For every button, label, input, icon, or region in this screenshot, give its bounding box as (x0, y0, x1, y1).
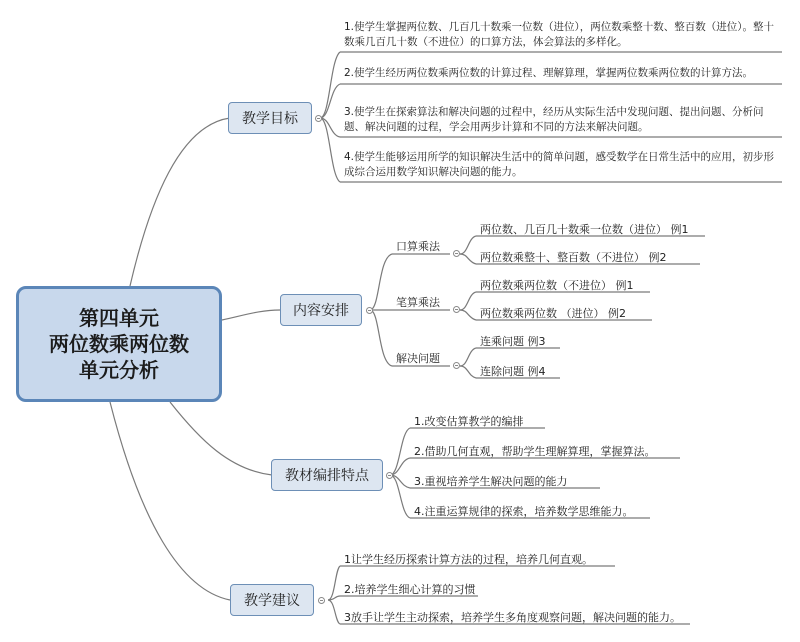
branch-content[interactable] (280, 294, 362, 326)
branch-suggestions[interactable] (230, 584, 314, 616)
root-node[interactable] (16, 286, 222, 402)
suggestion-item-1: 1让学生经历探索计算方法的过程，培养几何直观。 (344, 553, 593, 566)
feature-item-3: 3.重视培养学生解决问题的能力 (414, 475, 568, 488)
content-group-oral[interactable]: 口算乘法 (396, 240, 440, 253)
branch-goals[interactable] (228, 102, 312, 134)
goal-item-4: 4.使学生能够运用所学的知识解决生活中的简单问题，感受数学在日常生活中的应用，初步形成综合运用数学知识解决问题的能力。 (344, 151, 775, 178)
branch-goals-label: 教学目标 (242, 111, 298, 127)
content-written-item-2: 两位数乘两位数 （进位） 例2 (480, 307, 626, 320)
collapse-features-icon[interactable] (386, 472, 393, 479)
branch-features-label: 教材编排特点 (285, 468, 369, 484)
feature-item-1: 1.改变估算教学的编排 (414, 415, 524, 428)
goal-item-3: 3.使学生在探索算法和解决问题的过程中，经历从实际生活中发现问题、提出问题、分析问题、解决问题的过程，学会用两步计算和不同的方法来解决问题。 (344, 106, 764, 133)
connector-content (222, 310, 280, 320)
branch-suggestions-label: 教学建议 (244, 593, 300, 609)
content-written-item-1: 两位数乘两位数（不进位） 例1 (480, 279, 634, 292)
goal-item-1: 1.使学生掌握两位数、几百几十数乘一位数（进位），两位数乘整十数、整百数（进位）。整十数乘几百几十数（不进位）的口算方法，体会算法的多样化。 (344, 21, 775, 48)
collapse-goals-icon[interactable] (315, 115, 322, 122)
content-oral-item-2: 两位数乘整十、整百数（不进位） 例2 (480, 251, 667, 264)
suggestion-item-2: 2.培养学生细心计算的习惯 (344, 583, 476, 596)
collapse-problems-icon[interactable] (453, 362, 460, 369)
root-title-line1: 第四单元 (79, 306, 159, 330)
branch-content-label: 内容安排 (293, 303, 349, 319)
connector-features (170, 402, 272, 475)
goal-item-2: 2.使学生经历两位数乘两位数的计算过程、理解算理，掌握两位数乘两位数的计算方法。 (344, 67, 754, 79)
collapse-written-icon[interactable] (453, 306, 460, 313)
content-problems-item-1: 连乘问题 例3 (480, 335, 546, 348)
content-oral-item-1: 两位数、几百几十数乘一位数（进位） 例1 (480, 223, 689, 236)
root-title-line3: 单元分析 (79, 358, 159, 382)
connector-suggestions (110, 402, 230, 600)
collapse-suggestions-icon[interactable] (318, 597, 325, 604)
content-group-written[interactable]: 笔算乘法 (396, 296, 440, 309)
root-title-line2: 两位数乘两位数 (49, 332, 189, 356)
feature-item-4: 4.注重运算规律的探索，培养数学思维能力。 (414, 505, 634, 518)
connector-goals (130, 118, 230, 286)
collapse-oral-icon[interactable] (453, 250, 460, 257)
content-group-problems[interactable]: 解决问题 (396, 352, 440, 365)
feature-item-2: 2.借助几何直观，帮助学生理解算理，掌握算法。 (414, 445, 656, 458)
branch-features[interactable] (271, 459, 383, 491)
collapse-content-icon[interactable] (366, 307, 373, 314)
suggestion-item-3: 3放手让学生主动探索，培养学生多角度观察问题，解决问题的能力。 (344, 611, 681, 624)
content-problems-item-2: 连除问题 例4 (480, 365, 546, 378)
